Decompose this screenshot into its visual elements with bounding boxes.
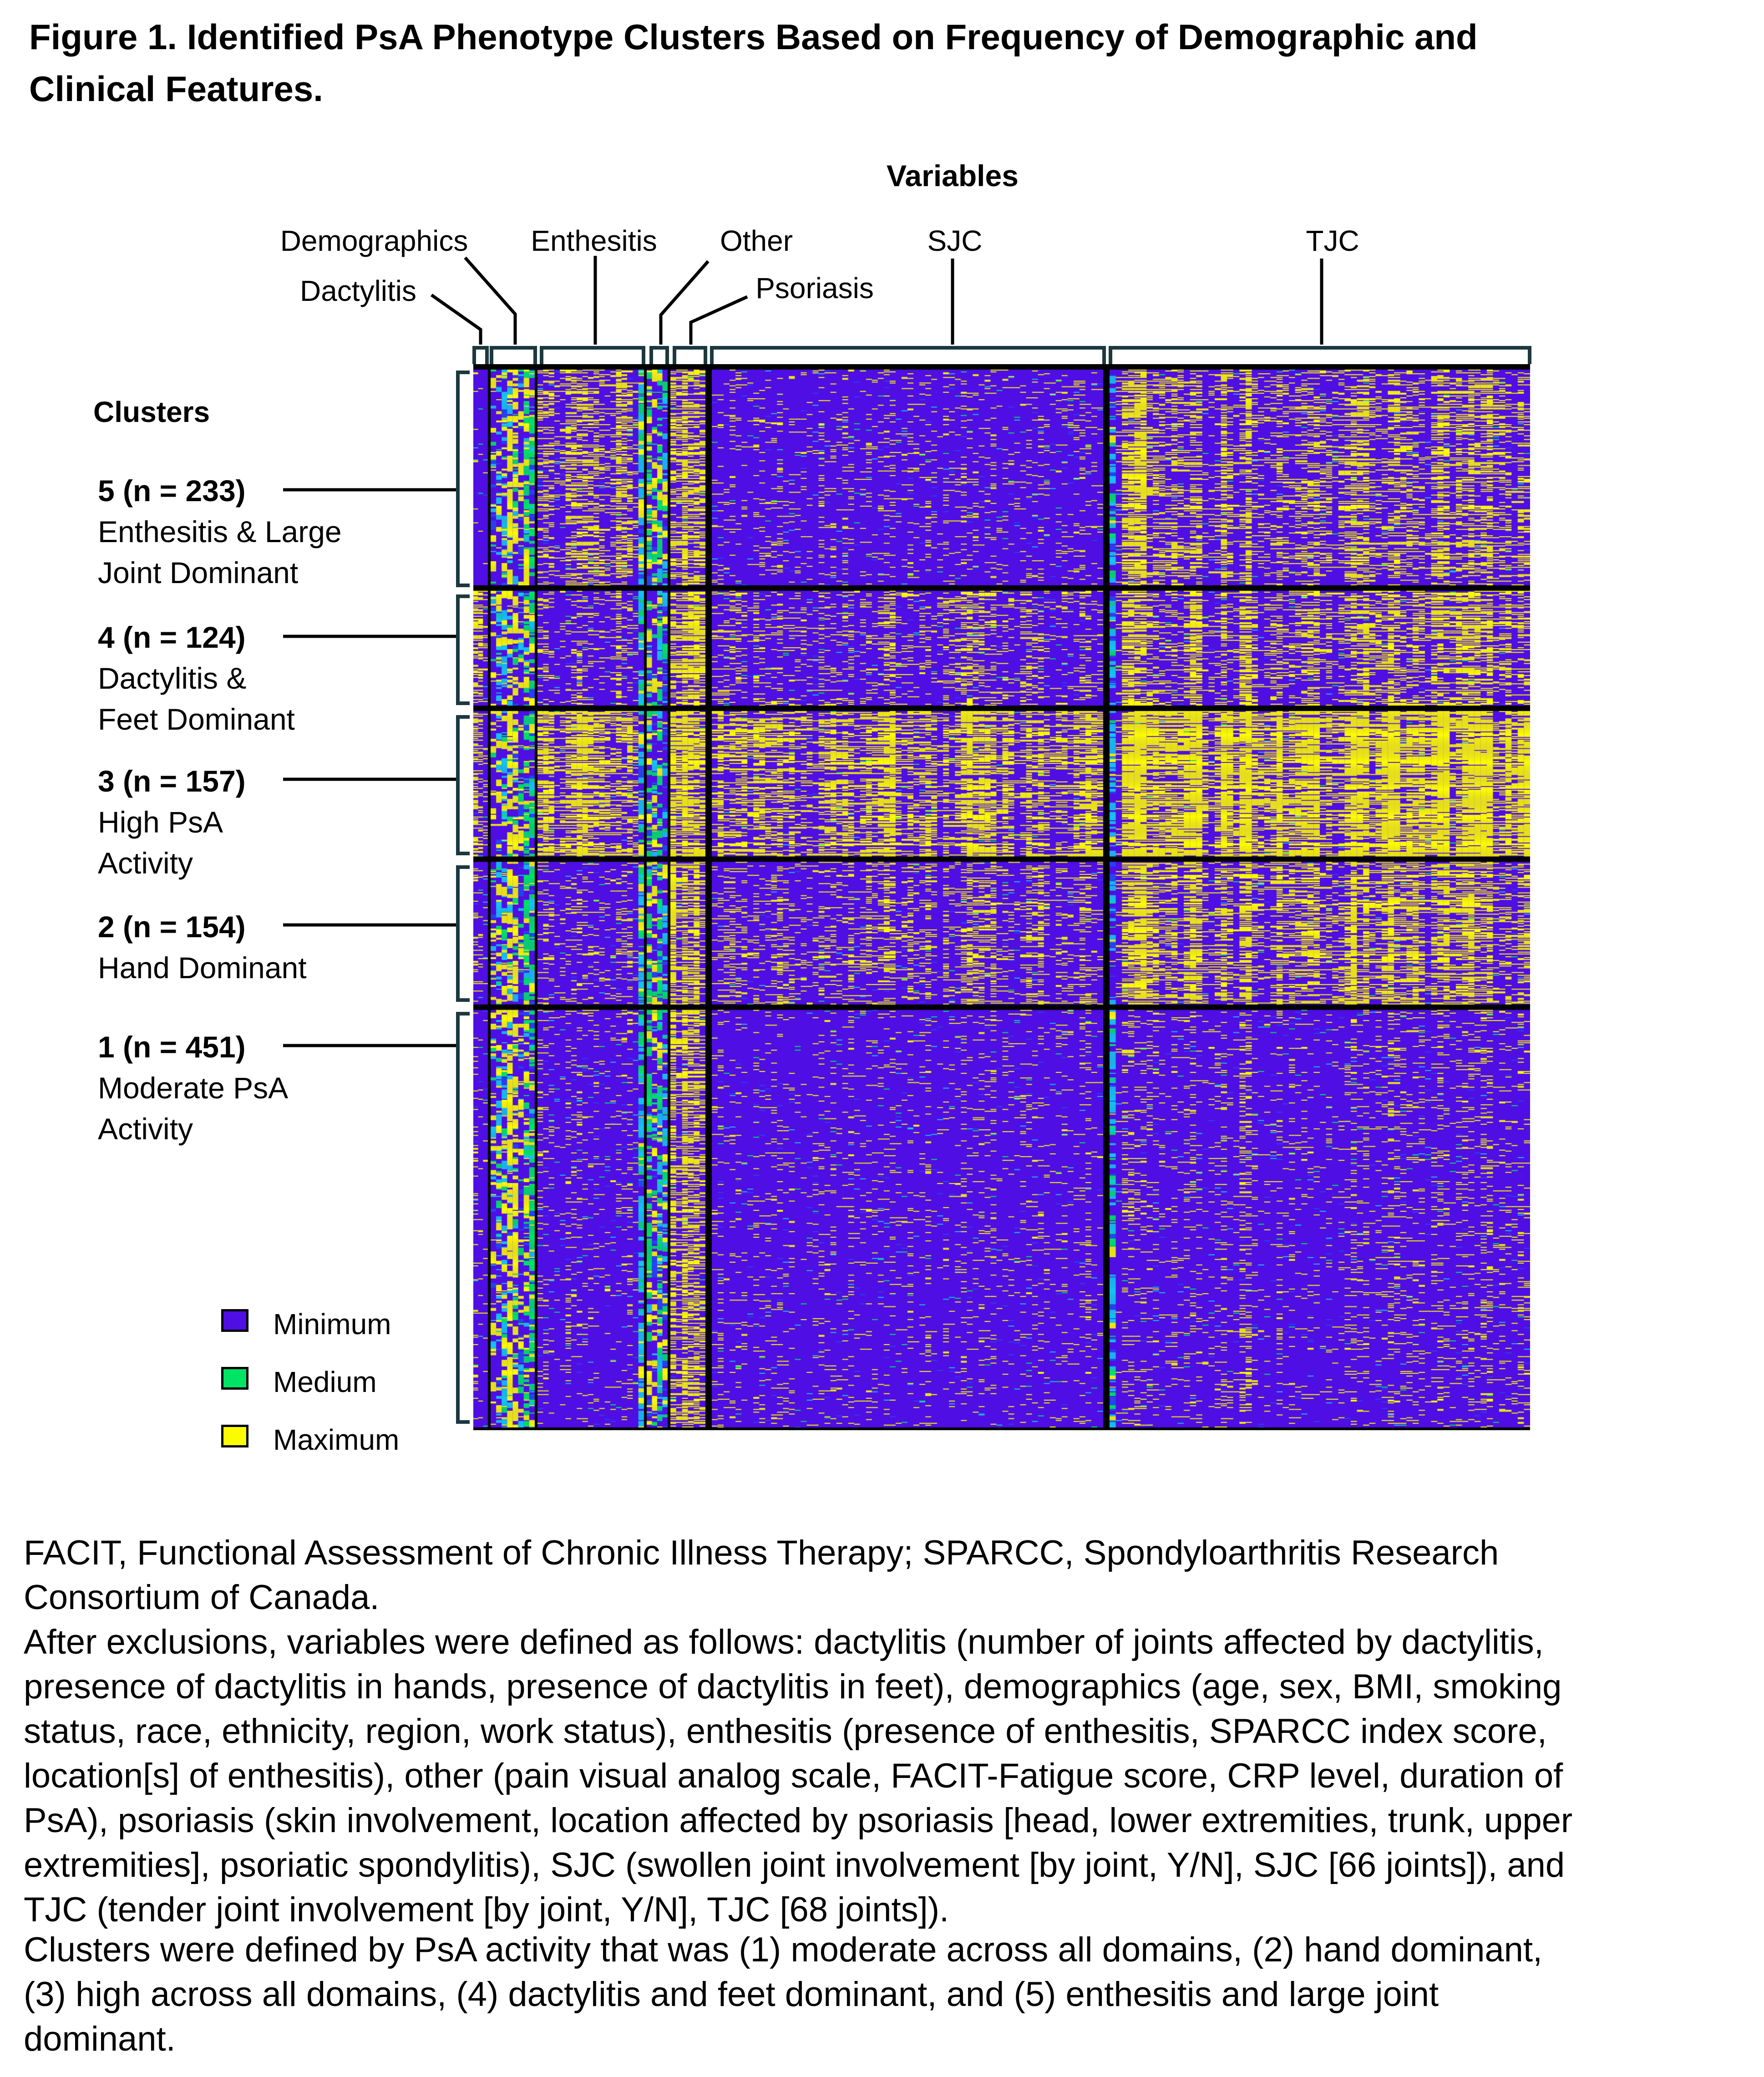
column-label-other: Other [720,224,793,257]
column-label-demographics: Demographics [280,224,468,257]
column-label-sjc: SJC [927,224,983,257]
cluster4-desc1: Dactylitis & [98,661,247,695]
psoriasis-leader-line [691,297,747,345]
cluster4-desc2: Feet Dominant [98,702,295,736]
footnote-line: PsA), psoriasis (skin involvement, location affected by psoriasis [head, lower extremities, trunk, upper [24,1801,1573,1840]
footnote-line: presence of dactylitis in hands, presence of dactylitis in feet), demographics (age, sex, BMI, smoking [24,1667,1562,1706]
cluster2-id: 2 (n = 154) [98,910,246,944]
cluster1-id: 1 (n = 451) [98,1030,246,1064]
footnote-line: status, race, ethnicity, region, work status), enthesitis (presence of enthesitis, SPARCC index score, [24,1712,1547,1751]
bracket-cluster3 [458,717,470,853]
legend-label-minimum: Minimum [273,1308,391,1341]
legend-label-medium: Medium [273,1366,377,1398]
footnote-line: location[s] of enthesitis), other (pain visual analog scale, FACIT-Fatigue score, CRP level, duration of [24,1757,1563,1795]
cluster4-id: 4 (n = 124) [98,620,246,654]
bracket-enthesitis [542,348,644,364]
footnote-line: After exclusions, variables were defined as follows: dactylitis (number of joints affected by dactylitis, [24,1623,1544,1661]
dactylitis-leader-line [431,295,481,345]
footnote-line: Consortium of Canada. [24,1578,380,1617]
bracket-cluster4 [458,596,470,703]
column-label-tjc: TJC [1306,224,1359,257]
bracket-demographics [492,348,535,364]
bracket-dactylitis [474,348,487,364]
cluster5-id: 5 (n = 233) [98,474,246,508]
cluster2-desc1: Hand Dominant [98,951,307,985]
footnote-line: Clusters were defined by PsA activity that was (1) moderate across all domains, (2) hand dominant, [24,1930,1543,1969]
cluster3-desc2: Activity [98,846,193,880]
footnote-line: FACIT, Functional Assessment of Chronic Illness Therapy; SPARCC, Spondyloarthritis Research [24,1534,1499,1572]
bracket-tjc [1110,348,1530,364]
bracket-cluster2 [458,867,470,1000]
bracket-cluster1 [458,1014,470,1422]
figure-title-line1: Figure 1. Identified PsA Phenotype Clusters Based on Frequency of Demographic and [29,17,1478,57]
footnote-line: extremities], psoriatic spondylitis), SJC (swollen joint involvement [by joint, Y/N], SJC [66 joints]), and [24,1846,1565,1884]
bracket-cluster5 [458,372,470,585]
bracket-psoriasis [674,348,705,364]
legend-label-maximum: Maximum [273,1423,400,1456]
bracket-other [651,348,667,364]
cluster5-desc1: Enthesitis & Large [98,515,342,548]
demographics-leader-line [465,258,515,345]
cluster1-desc1: Moderate PsA [98,1071,289,1105]
cluster1-desc2: Activity [98,1112,193,1146]
cluster3-id: 3 (n = 157) [98,764,246,798]
footnote-line: TJC (tender joint involvement [by joint, Y/N], TJC [68 joints]). [24,1890,949,1929]
cluster5-desc2: Joint Dominant [98,556,299,589]
clusters-header: Clusters [93,396,210,428]
column-label-psoriasis: Psoriasis [755,272,874,305]
figure-title-line2: Clinical Features. [29,69,323,109]
bracket-sjc [712,348,1104,364]
other-leader-line [661,261,708,345]
cluster3-desc1: High PsA [98,805,223,839]
footnote-line: dominant. [24,2020,176,2058]
variables-header: Variables [887,159,1019,193]
footnote-line: (3) high across all domains, (4) dactylitis and feet dominant, and (5) enthesitis and large joint [24,1975,1439,2014]
column-label-dactylitis: Dactylitis [299,274,417,307]
column-label-enthesitis: Enthesitis [531,224,657,257]
